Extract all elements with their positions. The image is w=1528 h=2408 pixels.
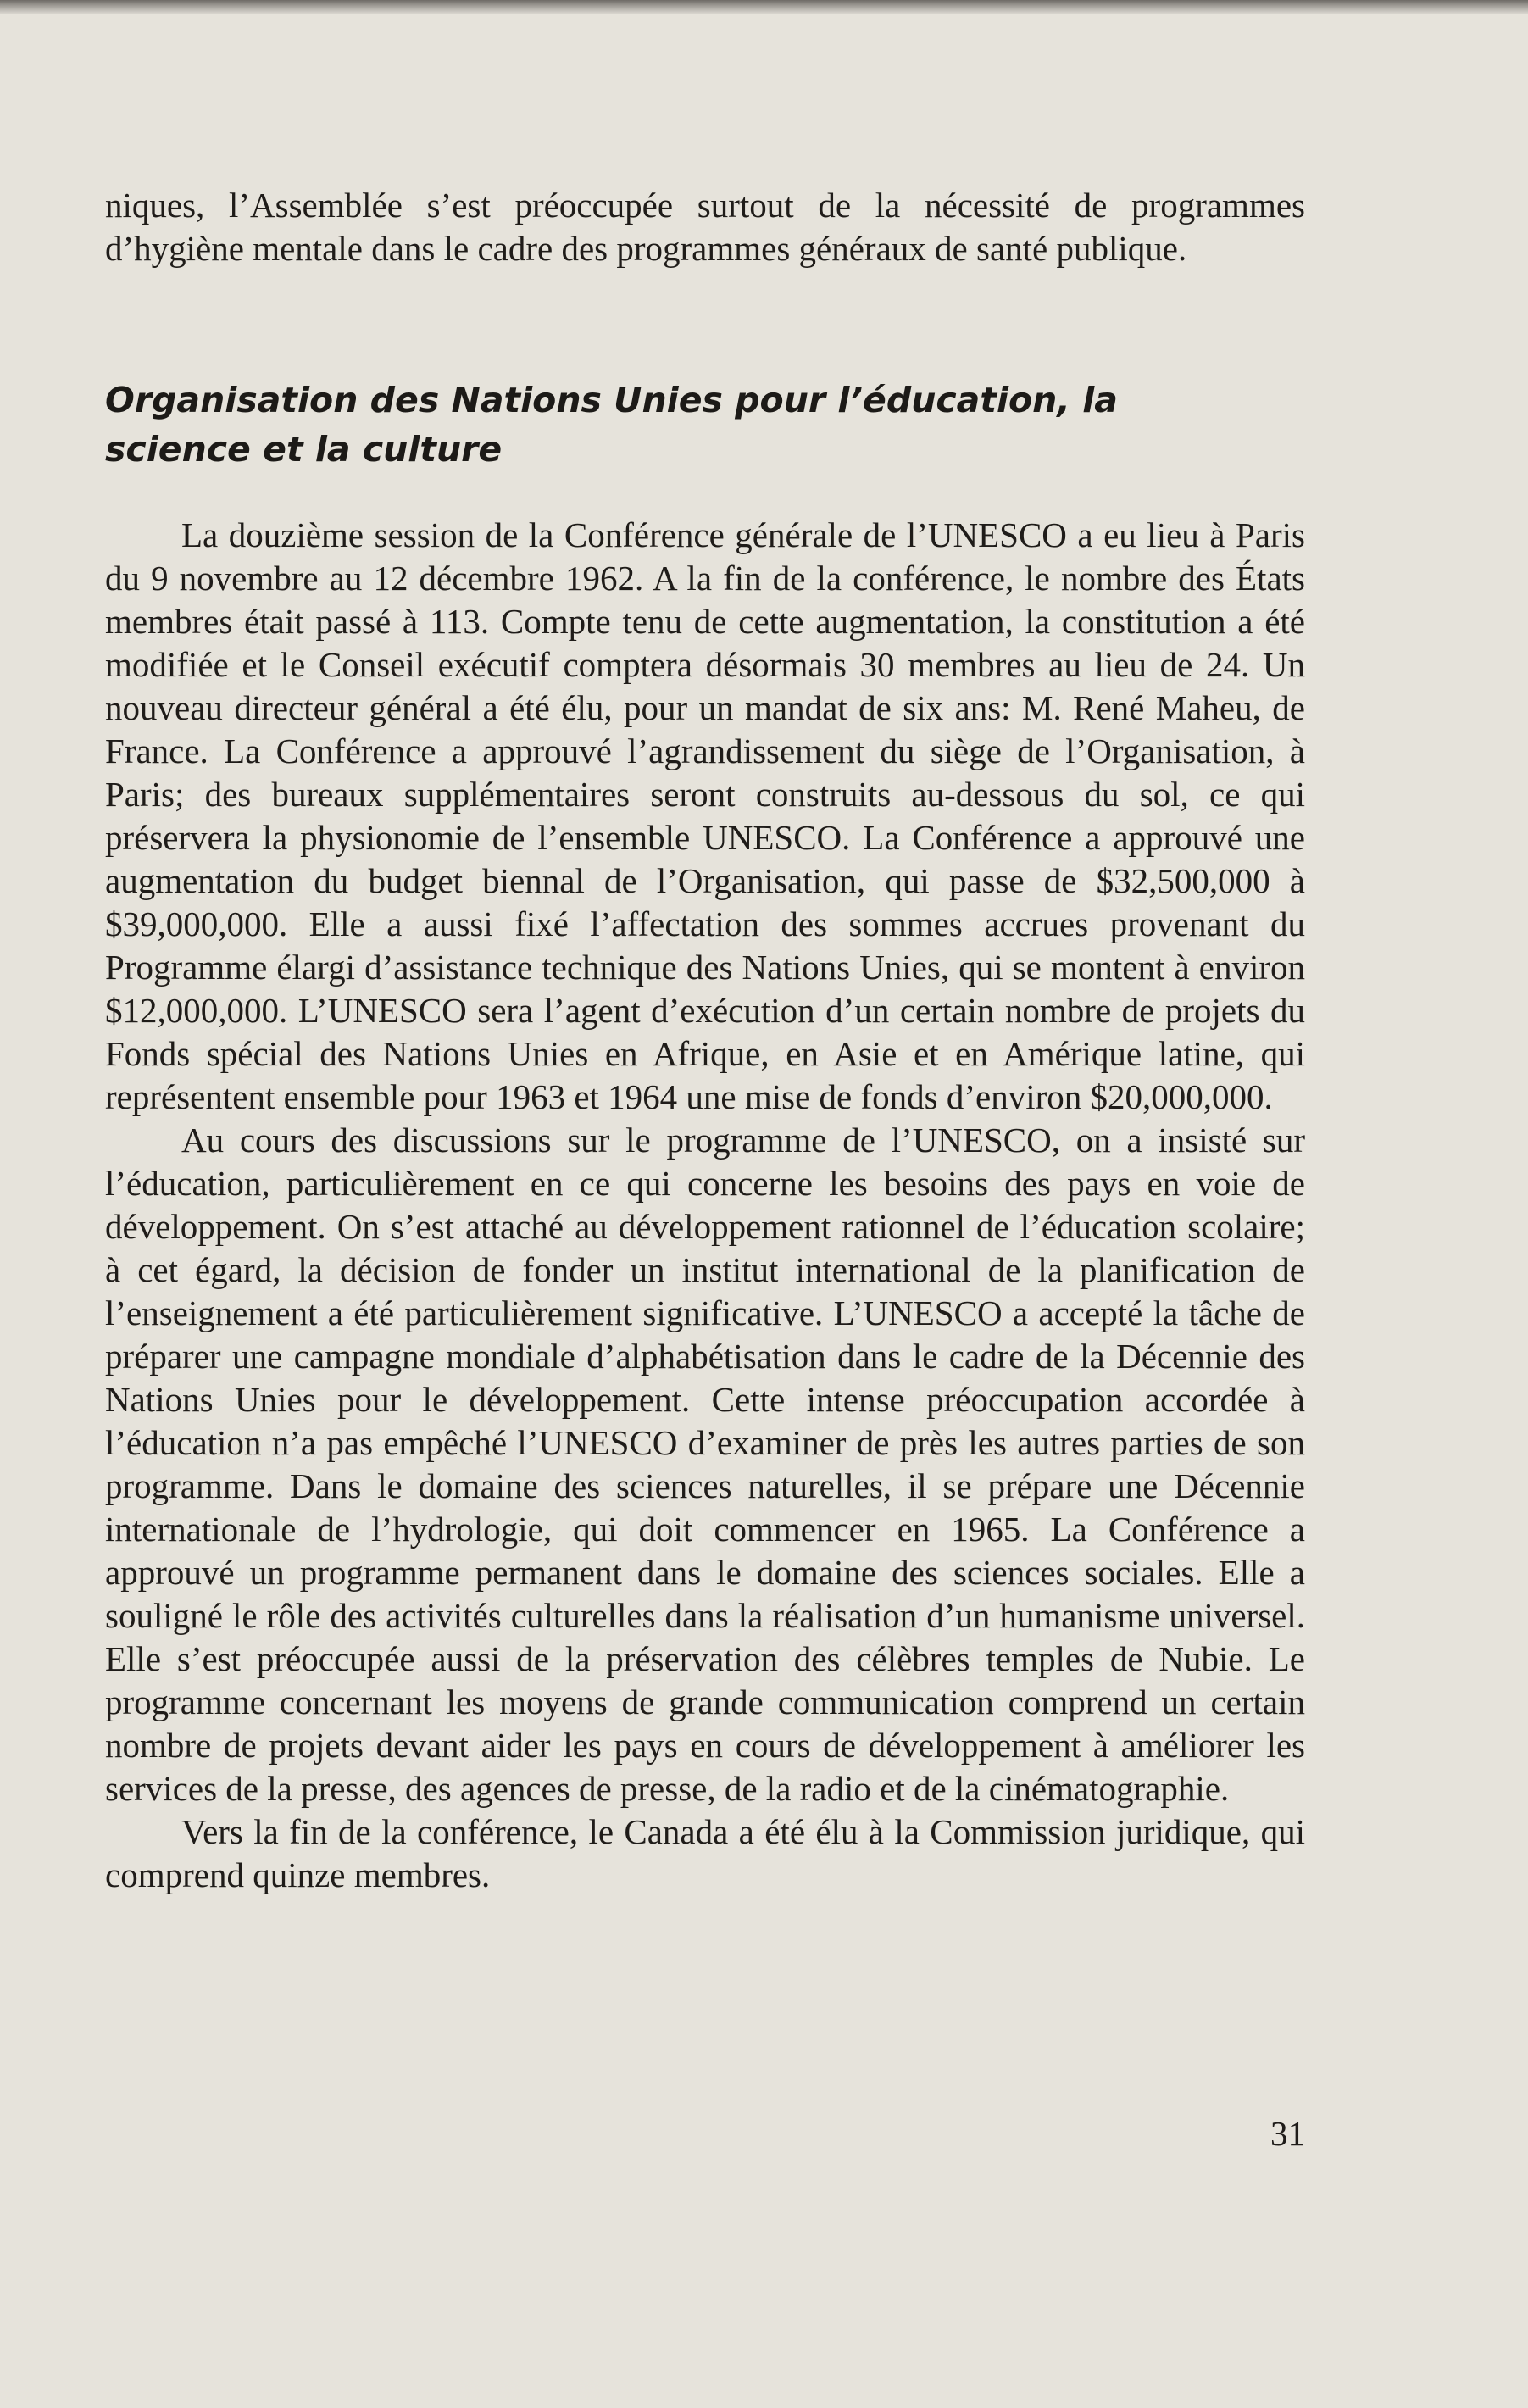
intro-paragraph: niques, l’Assemblée s’est préoccupée surtout de la nécessité de programmes d’hygiène mentale dans le cadre des programmes généraux de santé publique. bbox=[105, 186, 1305, 268]
section-heading: Organisation des Nations Unies pour l’éducation, la science et la culture bbox=[105, 380, 1118, 470]
paragraph-unesco-program: Au cours des discussions sur le programme de l’UNESCO, on a insisté sur l’éducation, particulièrement en ce qui concerne les besoins des pays en voie de développement. On s’est attaché au développement rationnel de l’éducation scolaire; à cet égard, la décision de fonder un institut international de la planification de l’enseignement a été particulièrement significative. L’UNESCO a accepté la tâche de préparer une campagne mondiale d’alphabétisation dans le cadre de la Décennie des Nations Unies pour le développement. Cette intense préoccupation accordée à l’éducation n’a pas empêché l’UNESCO d’examiner de près les autres parties de son programme. Dans le domaine des sciences naturelles, il se prépare une Décennie internationale de l’hydrologie, qui doit commencer en 1965. La Conférence a approuvé un programme permanent dans le domaine des sciences sociales. Elle a souligné le rôle des activités culturelles dans la réalisation d’un humanisme universel. Elle s’est préoccupée aussi de la préservation des célèbres temples de Nubie. Le programme concernant les moyens de grande communication comprend un certain nombre de projets devant aider les pays en cours de développement à améliorer les services de la presse, des agences de presse, de la radio et de la cinématographie. bbox=[105, 1121, 1305, 1808]
body-text bbox=[105, 514, 1305, 1897]
paragraph-unesco-conference: La douzième session de la Conférence générale de l’UNESCO a eu lieu à Paris du 9 novembre au 12 décembre 1962. A la fin de la conférence, le nombre des États membres était passé à 113. Compte tenu de cette augmentation, la constitution a été modifiée et le Conseil exécutif comptera désormais 30 membres au lieu de 24. Un nouveau directeur général a été élu, pour un mandat de six ans: M. René Maheu, de France. La Conférence a approuvé l’agrandissement du siège de l’Organisation, à Paris; des bureaux supplémentaires seront construits au-dessous du sol, ce qui préservera la physionomie de l’ensemble UNESCO. La Conférence a approuvé une augmentation du budget biennal de l’Organisation, qui passe de $32,500,000 à $39,000,000. Elle a aussi fixé l’affectation des sommes accrues provenant du Programme élargi d’assistance technique des Nations Unies, qui se montent à environ $12,000,000. L’UNESCO sera l’agent d’exécution d’un certain nombre de projets du Fonds spécial des Nations Unies en Afrique, en Asie et en Amérique latine, qui représentent ensemble pour 1963 et 1964 une mise de fonds d’environ $20,000,000. bbox=[105, 515, 1305, 1116]
paragraph-canada-commission: Vers la fin de la conférence, le Canada a été élu à la Commission juridique, qui comprend quinze membres. bbox=[105, 1812, 1305, 1894]
intro-text bbox=[105, 184, 1305, 270]
page-number: 31 bbox=[1270, 2114, 1305, 2153]
